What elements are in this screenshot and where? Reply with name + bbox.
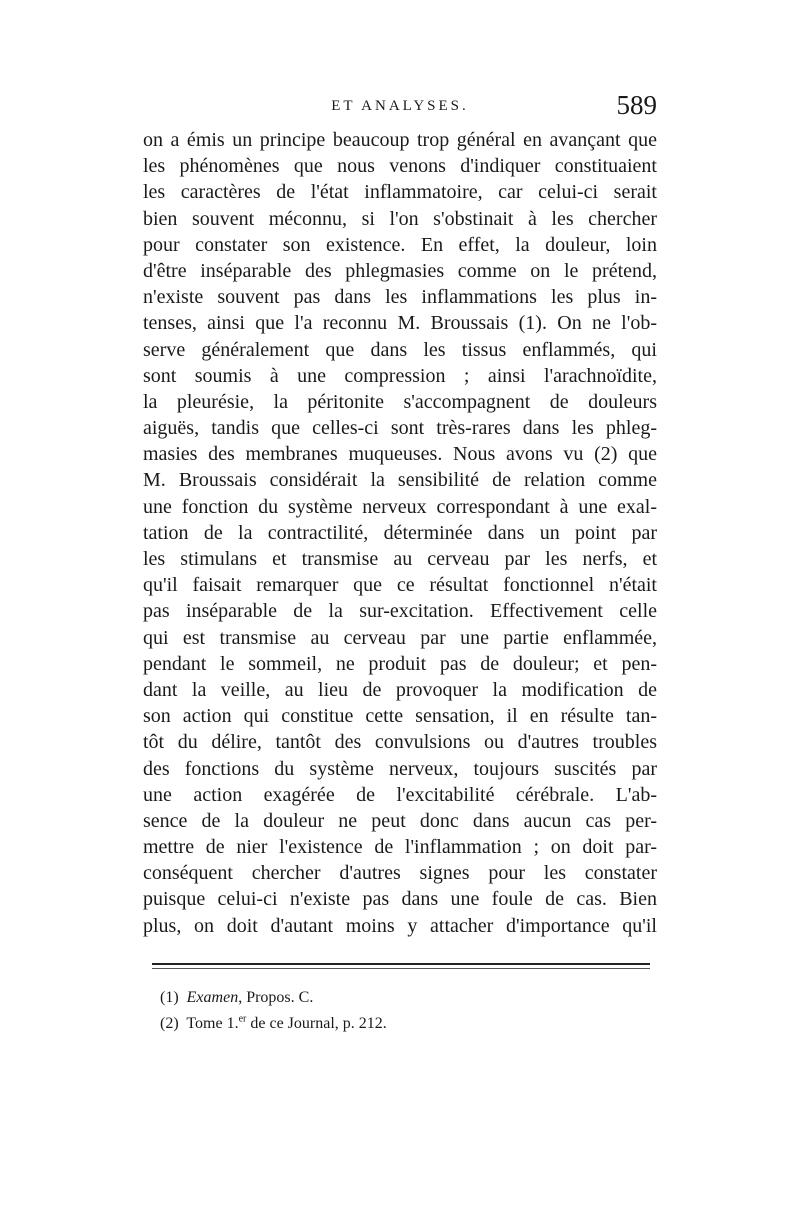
footnote-text: de ce Journal, p. 212. — [246, 1015, 387, 1032]
page-number: 589 — [616, 90, 657, 120]
text-line: pendant le sommeil, ne produit pas de douleur; et pen- — [143, 652, 657, 675]
text-line: n'existe souvent pas dans les inflammations les plus in- — [143, 286, 657, 309]
running-title: ET ANALYSES. — [331, 98, 469, 114]
text-line: conséquent chercher d'autres signes pour les constater — [143, 862, 657, 885]
text-line: les stimulans et transmise au cerveau par les nerfs, et — [143, 548, 657, 570]
text-line: sence de la douleur ne peut donc dans aucun cas per- — [143, 809, 657, 832]
footnote-1 — [160, 985, 640, 1011]
text-line: les caractères de l'état inflammatoire, car celui-ci serait — [143, 181, 657, 204]
text-line: masies des membranes muqueuses. Nous avons vu (2) que — [143, 443, 657, 466]
text-line: qu'il faisait remarquer que ce résultat fonctionnel n'était — [143, 574, 657, 597]
footnote-divider-thin — [152, 968, 650, 969]
text-line: qui est transmise au cerveau par une partie enflammée, — [143, 626, 657, 649]
footnotes — [160, 985, 640, 1037]
text-line: sont soumis à une compression ; ainsi l'arachnoïdite, — [143, 364, 657, 387]
footnote-2 — [160, 1011, 640, 1037]
text-line: son action qui constitue cette sensation, il en résulte tan- — [143, 705, 657, 728]
text-line: tenses, ainsi que l'a reconnu M. Broussais (1). On ne l'ob- — [143, 312, 657, 335]
footnote-superscript: er — [238, 1013, 247, 1025]
text-line: tation de la contractilité, déterminée dans un point par — [143, 521, 657, 544]
footnote-divider — [152, 963, 650, 965]
footnote-marker: (1) — [160, 989, 179, 1006]
text-line: aiguës, tandis que celles-ci sont très-rares dans les phleg- — [143, 417, 657, 440]
text-line: mettre de nier l'existence de l'inflammation ; on doit par- — [143, 836, 657, 859]
footnote-text: , Propos. C. — [238, 989, 314, 1006]
text-line: une fonction du système nerveux correspondant à une exal- — [143, 495, 657, 518]
text-line: M. Broussais considérait la sensibilité de relation comme — [143, 469, 657, 492]
text-line: pour constater son existence. En effet, la douleur, loin — [143, 233, 657, 256]
text-line: tôt du délire, tantôt des convulsions ou d'autres troubles — [143, 731, 657, 754]
footnote-marker: (2) — [160, 1015, 179, 1032]
text-line: dant la veille, au lieu de provoquer la modification de — [143, 678, 657, 701]
text-line: on a émis un principe beaucoup trop général en avançant que — [143, 129, 657, 151]
text-line: bien souvent méconnu, si l'on s'obstinait à les chercher — [143, 207, 657, 230]
text-line: plus, on doit d'autant moins y attacher d'importance qu'il — [143, 914, 657, 937]
text-line: la pleurésie, la péritonite s'accompagnent de douleurs — [143, 390, 657, 413]
text-line: puisque celui-ci n'existe pas dans une foule de cas. Bien — [143, 888, 657, 911]
text-line: les phénomènes que nous venons d'indiquer constituaient — [143, 155, 657, 178]
footnote-text-pre: Tome 1. — [186, 1015, 239, 1032]
text-line: pas inséparable de la sur-excitation. Effectivement celle — [143, 600, 657, 623]
text-line: d'être inséparable des phlegmasies comme on le prétend, — [143, 259, 657, 282]
footnote-italic-title: Examen — [186, 989, 239, 1006]
running-head — [143, 92, 657, 128]
text-line: une action exagérée de l'excitabilité cérébrale. L'ab- — [143, 783, 657, 806]
body-text — [143, 127, 657, 939]
text-line: des fonctions du système nerveux, toujours suscités par — [143, 757, 657, 780]
text-line: serve généralement que dans les tissus enflammés, qui — [143, 338, 657, 361]
